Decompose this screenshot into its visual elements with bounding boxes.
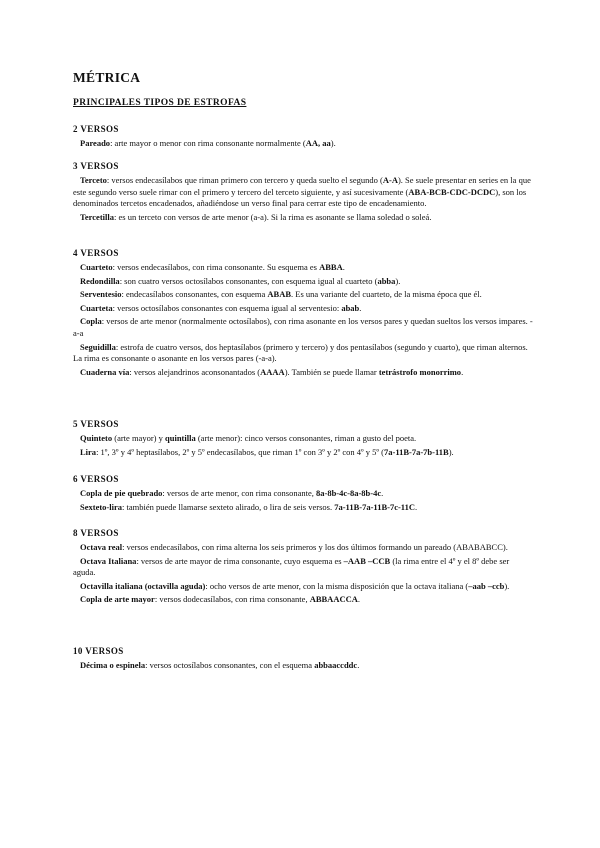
section-heading: 6 VERSOS: [73, 474, 119, 484]
stanza-entry: [73, 276, 533, 288]
entry-text: ).: [448, 446, 454, 457]
bold-term: –aab –ccb: [468, 580, 505, 591]
stanza-entry: [73, 447, 533, 459]
entry-text: ).: [395, 275, 401, 286]
bold-term: tetrástrofo monorrimo: [378, 366, 462, 377]
stanza-entry: [73, 138, 533, 150]
entry-text: : también puede llamarse sexteto alirado, o lira de seis versos.: [122, 501, 335, 512]
bold-term: abab: [341, 302, 360, 313]
stanza-entry: [73, 367, 533, 379]
stanza-entry: [73, 212, 533, 224]
bold-term: Cuaderna vía: [80, 366, 130, 377]
entry-text: : versos endecasílabos que riman primero con tercero y queda suelto el segundo (: [106, 175, 383, 185]
stanza-entry: [73, 502, 533, 514]
bold-term: 7a-11B-7a-11B-7c-11C: [334, 501, 415, 512]
entry-text: .: [342, 262, 345, 272]
entry-text: : 1º, 3º y 4º heptasílabos, 2º y 5º endecasílabos, que riman 1º con 3º y 2º con 4º y 5º (: [96, 446, 384, 457]
bold-term: Seguidilla: [80, 341, 116, 352]
stanza-entry: [73, 303, 533, 315]
entry-text: : estrofa de cuatro versos, dos heptasílabos (primero y tercero) y dos pentasílabos (segundo y cuarto), que riman alternos. La rima es consonante o asonante en los versos pares (-a-a).: [73, 341, 528, 364]
bold-term: Copla de arte mayor: [80, 594, 155, 605]
stanza-entry: [73, 594, 533, 606]
bold-term: Serventesio: [80, 289, 122, 300]
section-8-versos: [73, 528, 533, 608]
entry-text: .: [359, 302, 362, 313]
bold-term: Quinteto: [80, 433, 113, 443]
entry-text: (arte menor): cinco versos consonantes, riman a gusto del poeta.: [195, 433, 417, 443]
entry-text: .: [414, 501, 418, 512]
entry-text: ). También se puede llamar: [284, 366, 379, 377]
section-3-versos: [73, 161, 533, 225]
bold-term: ABBA: [319, 262, 343, 272]
bold-term: Lira: [80, 446, 97, 457]
bold-term: Cuarteta: [80, 302, 113, 313]
section-heading: 8 VERSOS: [73, 528, 119, 538]
entry-text: ).: [330, 138, 336, 148]
bold-term: abbaaccddc: [314, 660, 358, 670]
stanza-entry: [73, 342, 533, 365]
stanza-entry: [73, 175, 533, 210]
bold-term: A-A: [382, 175, 398, 185]
entry-text: .: [357, 660, 360, 670]
entry-text: . Es una variante del cuarteto, de la misma época que él.: [291, 289, 482, 300]
stanza-entry: [73, 289, 533, 301]
section-heading: 4 VERSOS: [73, 248, 119, 258]
entry-text: ), son los denominados tercetos encadenados, añadiéndose un verso final para cerrar este tipo de encadenamiento.: [73, 186, 527, 209]
entry-text: : versos endecasílabos, con rima consonante. Su esquema es: [112, 262, 320, 272]
bold-term: –AAB –CCB: [343, 555, 391, 566]
bold-term: Décima o espinela: [80, 660, 146, 670]
entry-text: : arte mayor o menor con rima consonante normalmente (: [110, 138, 306, 148]
entry-text: : versos endecasílabos, con rima alterna los seis primeros y los dos últimos formando un pareado (ABABABCC).: [122, 542, 508, 552]
section-heading: 10 VERSOS: [73, 646, 124, 656]
bold-term: Tercetilla: [80, 211, 114, 222]
stanza-entry: [73, 660, 533, 672]
bold-term: abba: [377, 275, 396, 286]
bold-term: Octava real: [80, 542, 123, 552]
bold-term: Pareado: [80, 138, 111, 148]
bold-term: Sexteto-lira: [80, 501, 123, 512]
entry-text: ). Se suele presentar en series en la que este segundo verso suele rimar con el primero y tercero del terceto siguiente, y así sucesivamente (: [73, 175, 531, 197]
bold-term: Cuarteto: [80, 262, 113, 272]
bold-term: quintilla: [165, 433, 196, 443]
entry-text: : versos de arte menor, con rima consonante,: [162, 488, 316, 498]
bold-term: ABAB: [267, 289, 292, 300]
entry-text: : versos octosílabos consonantes, con el esquema: [145, 660, 315, 670]
bold-term: 8a-8b-4c-8a-8b-4c: [315, 488, 382, 498]
stanza-entry: [73, 262, 533, 274]
section-4-versos: [73, 248, 533, 380]
bold-term: Redondilla: [80, 275, 120, 286]
section-heading: 5 VERSOS: [73, 419, 119, 429]
entry-text: .: [461, 366, 464, 377]
bold-term: ABA-BCB-CDC-DCDC: [408, 186, 496, 197]
entry-text: : es un terceto con versos de arte menor (a-a). Si la rima es asonante se llama soledad o soleá.: [114, 211, 432, 222]
entry-text: (la rima entre el 4º y el 8º debe ser aguda.: [73, 555, 510, 578]
entry-text: : endecasílabos consonantes, con esquema: [121, 289, 268, 300]
bold-term: Copla: [80, 316, 102, 327]
page-title: MÉTRICA: [73, 70, 141, 85]
entry-text: .: [381, 488, 384, 498]
entry-text: ).: [504, 580, 510, 591]
bold-term: Terceto: [80, 175, 107, 185]
stanza-entry: [73, 316, 533, 339]
stanza-entry: [73, 488, 533, 500]
bold-term: ABBAACCA: [309, 594, 358, 605]
section-6-versos: [73, 474, 533, 515]
section-heading: 3 VERSOS: [73, 161, 119, 171]
entry-text: : versos octosílabos consonantes con esquema igual al serventesio:: [112, 302, 342, 313]
section-10-versos: [73, 646, 533, 674]
entry-text: : versos de arte mayor de rima consonante, cuyo esquema es: [136, 555, 344, 566]
entry-text: : versos dodecasílabos, con rima consonante,: [154, 594, 310, 605]
page-subtitle: PRINCIPALES TIPOS DE ESTROFAS: [73, 98, 247, 108]
entry-text: (arte mayor) y: [112, 433, 165, 443]
entry-text: : ocho versos de arte menor, con la misma disposición que la octava italiana (: [205, 580, 469, 591]
entry-text: .: [357, 594, 360, 605]
section-heading: 2 VERSOS: [73, 124, 119, 134]
stanza-entry: [73, 542, 533, 554]
stanza-entry: [73, 581, 533, 593]
bold-term: Copla de pie quebrado: [80, 488, 163, 498]
bold-term: AAAA: [260, 366, 285, 377]
entry-text: : versos de arte menor (normalmente octosílabos), con rima asonante en los versos pares y quedan sueltos los versos impares. -a-a: [73, 316, 533, 338]
bold-term: Octava Italiana: [80, 555, 137, 566]
entry-text: : son cuatro versos octosílabos consonantes, con esquema igual al cuarteto (: [119, 275, 378, 286]
bold-term: AA, aa: [305, 138, 331, 148]
stanza-entry: [73, 556, 533, 579]
stanza-entry: [73, 433, 533, 445]
bold-term: 7a-11B-7a-7b-11B: [383, 446, 449, 457]
section-2-versos: [73, 124, 533, 152]
bold-term: Octavilla italiana (octavilla aguda): [80, 580, 206, 591]
entry-text: : versos alejandrinos aconsonantados (: [129, 366, 261, 377]
section-5-versos: [73, 419, 533, 460]
